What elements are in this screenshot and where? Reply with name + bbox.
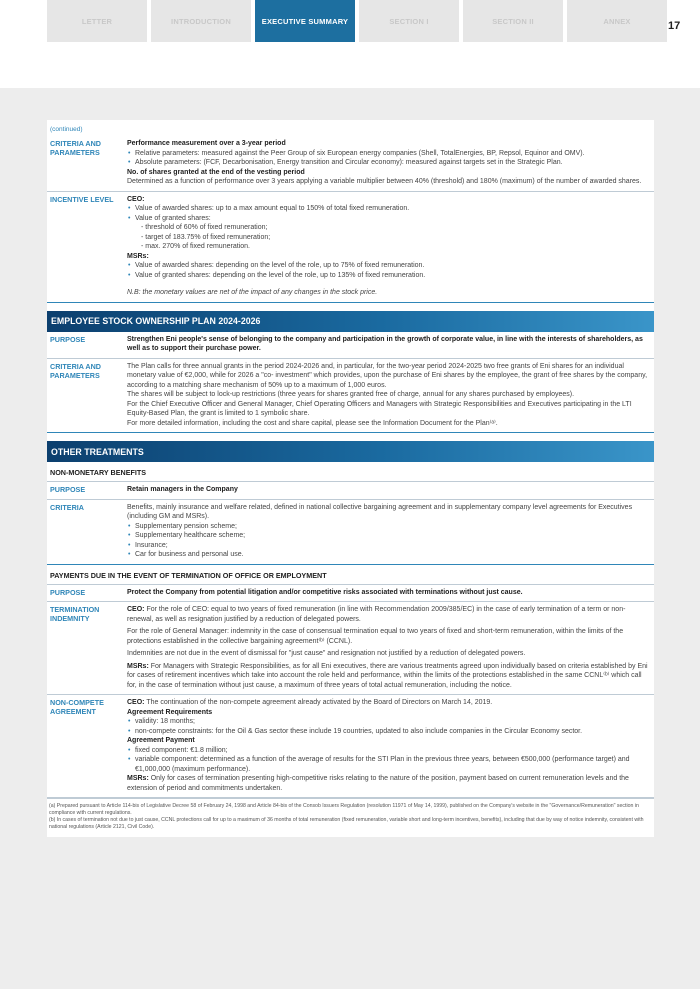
bullet-item: • non-compete constraints: for the Oil & Gas sector these include 19 countries, updated to also include companies in the Circular Economy sector. [127,727,648,737]
paragraph: Indemnities are not due in the event of dismissal for "just cause" and resignation not justified by a reduction of delegated powers. [127,650,526,657]
bullet-item: • Relative parameters: measured against the Peer Group of six European energy companies (Shell, TotalEnergies, BP, Repsol, Equinor and OMV). [127,149,648,159]
row-label: CRITERIA AND PARAMETERS [50,361,101,380]
sub-item: - threshold of 60% of fixed remuneration; [141,224,268,231]
lead: CEO: [127,606,145,613]
bullet-item: • Supplementary pension scheme; [127,522,648,532]
heading: Agreement Payment [127,737,195,744]
non-compete-row [47,695,654,798]
bullet-item: • Value of awarded shares: depending on the level of the role, up to 75% of fixed remuneration. [127,261,648,271]
bullet-item: • variable component: determined as a function of the average of results for the STI Plan in the previous three years, between €500,000 (performance target) and €1,000,000 (maximum performance). [127,755,648,774]
esop-purpose-row [47,332,654,359]
row-label: CRITERIA AND PARAMETERS [50,139,101,157]
incentive-level-row [47,192,654,303]
paragraph-text: For Managers with Strategic Responsibilities, as for all Eni executives, there are various treatments agreed upon individually based on criteria established by Eni for cases of retirement incentives which take into account the role held and performance, within the limits of the protections established in the same CCNL⁽ᵇ⁾ which call for, in the case of termination without just cause, a maximum of three years of total actual remuneration, including the notice. [127,662,648,689]
section-tabs [47,0,667,42]
pay-purpose-row [47,585,654,603]
sub-item: - max. 270% of fixed remuneration. [141,243,250,250]
continued-label: (continued) [50,126,83,133]
paragraph: For the role of General Manager: indemnity in the case of consensual termination equal to two years of fixed and short-term remuneration, within the limits of the protections established in the collective bargaining agreement⁽ᵇ⁾ (CCNL). [127,628,624,645]
row-label: NON-COMPETE AGREEMENT [50,698,104,716]
row-value [127,139,654,187]
row-label: PURPOSE [50,485,86,494]
sub-item: - target of 183.75% of fixed remuneration; [141,233,271,241]
document-body [47,120,654,837]
paragraph-text: The continuation of the non-compete agreement already activated by the Board of Directors on March 14, 2019. [146,699,493,706]
subheading-termination-payments: PAYMENTS DUE IN THE EVENT OF TERMINATION OF OFFICE OR EMPLOYMENT [47,565,654,585]
row-value [127,485,654,495]
row-label: PURPOSE [50,587,86,597]
esop-criteria-row [47,359,654,434]
row-value [127,335,654,354]
row-value [127,503,654,560]
section-band-other-treatments: OTHER TREATMENTS [47,441,654,462]
bullet-item: • Value of granted shares: depending on the level of the role, up to 135% of fixed remuneration. [127,271,648,281]
row-label: CRITERIA [50,502,84,512]
footnote-a: (a) Prepared pursuant to Article 114-bis of Legislative Decree 58 of February 24, 1998 and Article 84-bis of the Consob Issuers Regulation (resolution 11971 of May 14, 1999), published on the Company's website in the "Governance/Remuneration" section in compliance with current regulations. [49,803,639,816]
heading: Performance measurement over a 3-year period [127,140,286,147]
paragraph: Determined as a function of performance over 3 years applying a variable multiplier between 40% (threshold) and 180% (maximum) of the number of awarded shares. [127,178,642,185]
bullet-item: • Value of granted shares: [127,214,648,224]
tab-executive-summary[interactable]: EXECUTIVE SUMMARY [255,0,355,42]
row-value [127,588,654,598]
paragraph [127,698,648,708]
row-value [127,362,654,429]
heading: CEO: [127,195,145,203]
bullet-item: • Supplementary healthcare scheme; [127,531,648,541]
paragraph: The Plan calls for three annual grants in the period 2024-2026 and, in particular, for the two-year period 2024-2025 two free grants of Eni shares for an individual monetary value of €2,000, while for 2026 a "co- investment" which provides, upon the purchase of Eni shares by the employee, the grant of free shares by the company, according to a matching share mechanism of 50% up to a maximum of 1,000 euros. [127,362,648,389]
footnotes [47,798,654,837]
tab-introduction[interactable]: INTRODUCTION [151,0,251,42]
row-label: INCENTIVE LEVEL [50,194,114,204]
bullet-item: • Insurance; [127,541,648,551]
paragraph: The shares will be subject to lock-up restrictions (three years for shares granted free of charge, annual for any shares purchased by employees). [127,391,575,398]
paragraph: For the Chief Executive Officer and General Manager, Chief Operating Officers and Managers with Strategic Responsibilities and Executives participating in the LTI Equity-Based Plan, the grant is limited to 1 symbolic share. [127,400,632,417]
paragraph: For more detailed information, including the cost and share capital, please see the Information Document for the Plan⁽ᵃ⁾. [127,419,498,427]
paragraph-text: Only for cases of termination presenting high-competitive risks relating to the nature of the position, payment based on current remuneration levels and the extension of period and commitments undertaken. [127,775,629,792]
row-value [127,605,654,690]
page-number: 17 [668,20,681,32]
tab-section-ii[interactable]: SECTION II [463,0,563,42]
paragraph-text: For the role of CEO: equal to two years of fixed remuneration (in line with Recommendation 2009/385/EC) in the case of early termination of a term or non-renewal, as well as resignation justified by a reduction of delegated powers. [127,606,626,623]
lead: CEO: [127,699,145,706]
paragraph: Strengthen Eni people's sense of belonging to the company and participation in the growth of corporate value, in line with the interests of shareholders, as well as to support their purchase power. [127,335,643,352]
heading: Agreement Requirements [127,708,213,716]
footnote-b: (b) In cases of termination not due to just cause, CCNL protections call for up to a maximum of 36 months of total remuneration (fixed remuneration, variable short and long-term incentives, benefits), including that due by way of notice indemnity, consistent with national regulations (Article 2121, Civil Code). [49,817,644,830]
row-label: TERMINATION INDEMNITY [50,605,100,623]
lead: MSRs: [127,662,149,670]
heading: MSRs: [127,252,149,260]
lead: MSRs: [127,775,149,782]
section-band-esop: EMPLOYEE STOCK OWNERSHIP PLAN 2024-2026 [47,311,654,332]
tab-section-i[interactable]: SECTION I [359,0,459,42]
bullet-item: • Car for business and personal use. [127,550,648,560]
tab-letter[interactable]: LETTER [47,0,147,42]
heading: No. of shares granted at the end of the vesting period [127,168,305,176]
subheading-non-monetary: NON-MONETARY BENEFITS [47,462,654,482]
paragraph [127,774,648,793]
criteria-parameters-row [47,136,654,192]
row-value [127,698,654,793]
paragraph [127,605,648,624]
row-label: PURPOSE [50,334,86,344]
bullet-item: • Absolute parameters: (FCF, Decarbonisation, Energy transition and Circular economy): measured against targets set in the Strategic Plan. [127,158,648,168]
row-value [127,195,654,298]
tab-annex[interactable]: ANNEX [567,0,667,42]
paragraph: Retain managers in the Company [127,486,238,493]
nm-purpose-row [47,482,654,500]
paragraph: Benefits, mainly insurance and welfare related, defined in national collective bargaining agreement and in supplementary company level agreements for Executives (including GM and MSRs). [127,503,633,520]
bullet-item: • Value of awarded shares: up to a max amount equal to 150% of total fixed remuneration. [127,204,648,214]
paragraph: Protect the Company from potential litigation and/or competitive risks associated with terminations without just cause. [127,588,523,596]
paragraph [127,662,648,691]
top-navigation [0,0,700,88]
bullet-item: • validity: 18 months; [127,717,648,727]
nm-criteria-row [47,500,654,565]
termination-indemnity-row [47,602,654,695]
bullet-item: • fixed component: €1.8 million; [127,746,648,756]
note: N.B: the monetary values are net of the impact of any changes in the stock price. [127,289,378,296]
